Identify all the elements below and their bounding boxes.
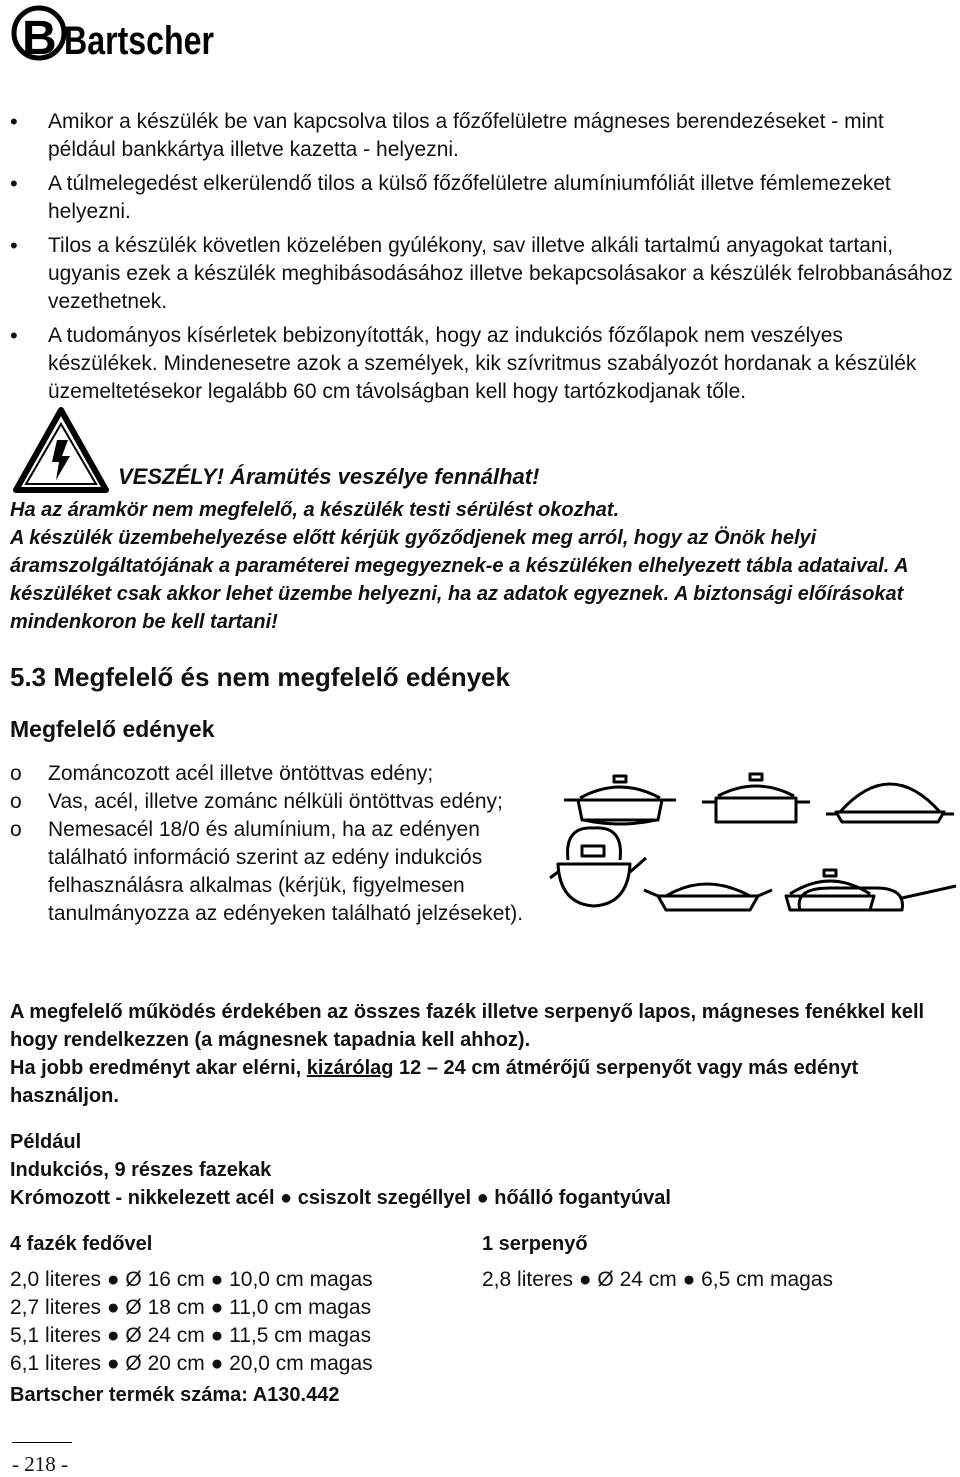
set-features: Krómozott - nikkelezett acél ● csiszolt szegéllyel ● hőálló fogantyúval [10, 1187, 671, 1209]
frying-pan-icon [799, 886, 956, 910]
pan-spec-row: 2,8 literes ● Ø 24 cm ● 6,5 cm magas [482, 1268, 833, 1291]
set-name: Indukciós, 9 részes fazekak [10, 1159, 272, 1181]
pot-icon [564, 776, 676, 824]
bullet-item: • Amikor a készülék be van kapcsolva tilos a főzőfelületre mágneses berendezéseket - mint például bankkártya illetve kazetta - helyezni. [0, 108, 960, 164]
requirement-text: 12 – 24 cm átmérőjű serpenyőt vagy más edényt használjon. [10, 1057, 859, 1107]
section-subheading: Megfelelő edények [10, 716, 215, 742]
pots-heading: 4 fazék fedővel [10, 1233, 153, 1255]
roasting-pan-icon [644, 884, 772, 910]
underlined-word: kizárólag [306, 1057, 394, 1079]
requirement-paragraph [10, 998, 955, 1110]
logo-text: Bartscher [64, 19, 214, 63]
list-item: o Nemesacél 18/0 és alumínium, ha az edényen található információ szerint az edény indukciós felhasználásra alkalmas (kérjük, figyelmesen tanulmányozza az edényeken található jelzéseket). [0, 816, 530, 928]
pot-icon [702, 774, 810, 822]
safety-bullet-list [0, 108, 960, 412]
cookware-illustrations [540, 760, 960, 940]
pan-heading: 1 serpenyő [482, 1233, 588, 1255]
example-label: Például [10, 1131, 82, 1153]
pot-spec-row: 2,0 literes ● Ø 16 cm ● 10,0 cm magas [10, 1268, 373, 1291]
pots-column [10, 1230, 470, 1378]
pot-spec-row: 2,7 literes ● Ø 18 cm ● 11,0 cm magas [10, 1296, 372, 1319]
list-item: o Zománcozott acél illetve öntöttvas edény; [0, 760, 530, 788]
suitable-cookware-list [0, 760, 530, 928]
pot-spec-row: 6,1 literes ● Ø 20 cm ● 20,0 cm magas [10, 1352, 373, 1375]
page-number: - 218 - [12, 1452, 68, 1476]
requirement-line: A megfelelő működés érdekében az összes fazék illetve serpenyő lapos, mágneses fenékkel kell hogy rendelkezzen (a mágnesnek tapadnia kell ahhoz). [10, 1001, 925, 1051]
warning-line: Ha az áramkör nem megfelelő, a készülék testi sérülést okozhat. [10, 499, 620, 521]
pan-column [482, 1230, 942, 1294]
pot-spec-row: 5,1 literes ● Ø 24 cm ● 11,5 cm magas [10, 1324, 372, 1347]
bullet-item: • Tilos a készülék követlen közelében gyúlékony, sav illetve alkáli tartalmú anyagokat tartani, ugyanis ezek a készülék meghibásodásához illetve bekapcsolásakor a készülék felrobbanásához vezethetnek. [0, 232, 960, 316]
kettle-icon [550, 828, 646, 906]
bullet-item: • A tudományos kísérletek bebizonyították, hogy az indukciós főzőlapok nem veszélyes készülékek. Mindenesetre azok a személyek, kik szívritmus szabályozót hordanak a készülék üzemeltetésekor legalább 60 cm távolságban kell hogy tartózkodjanak tőle. [0, 322, 960, 406]
bullet-item: • A túlmelegedést elkerülendő tilos a külső főzőfelületre alumíniumfóliát illetve fémlemezeket helyezni. [0, 170, 960, 226]
product-number: Bartscher termék száma: A130.442 [10, 1384, 340, 1406]
warning-title: VESZÉLY! Áramütés veszélye fennálhat! [118, 464, 540, 489]
footer-divider [12, 1442, 72, 1443]
requirement-line [10, 1054, 955, 1110]
section-heading: 5.3 Megfelelő és nem megfelelő edények [10, 662, 510, 692]
requirement-text: Ha jobb eredményt akar elérni, [10, 1057, 307, 1079]
example-block [10, 1128, 955, 1212]
high-voltage-warning-icon [12, 406, 110, 494]
warning-body [10, 496, 960, 636]
warning-line: A készülék üzembehelyezése előtt kérjük győződjenek meg arról, hogy az Önök helyi áramszolgáltatójának a paraméterei megegyeznek-e a készüléken elhelyezett tábla adataival. A készüléket csak akkor lehet üzembe helyezni, ha az adatok egyeznek. A biztonsági előírásokat mindenkoron be kell tartani! [10, 527, 908, 633]
svg-text:B: B [22, 12, 57, 65]
bartscher-logo [12, 4, 222, 65]
list-item: o Vas, acél, illetve zománc nélküli öntöttvas edény; [0, 788, 530, 816]
dome-pot-icon [826, 784, 954, 822]
